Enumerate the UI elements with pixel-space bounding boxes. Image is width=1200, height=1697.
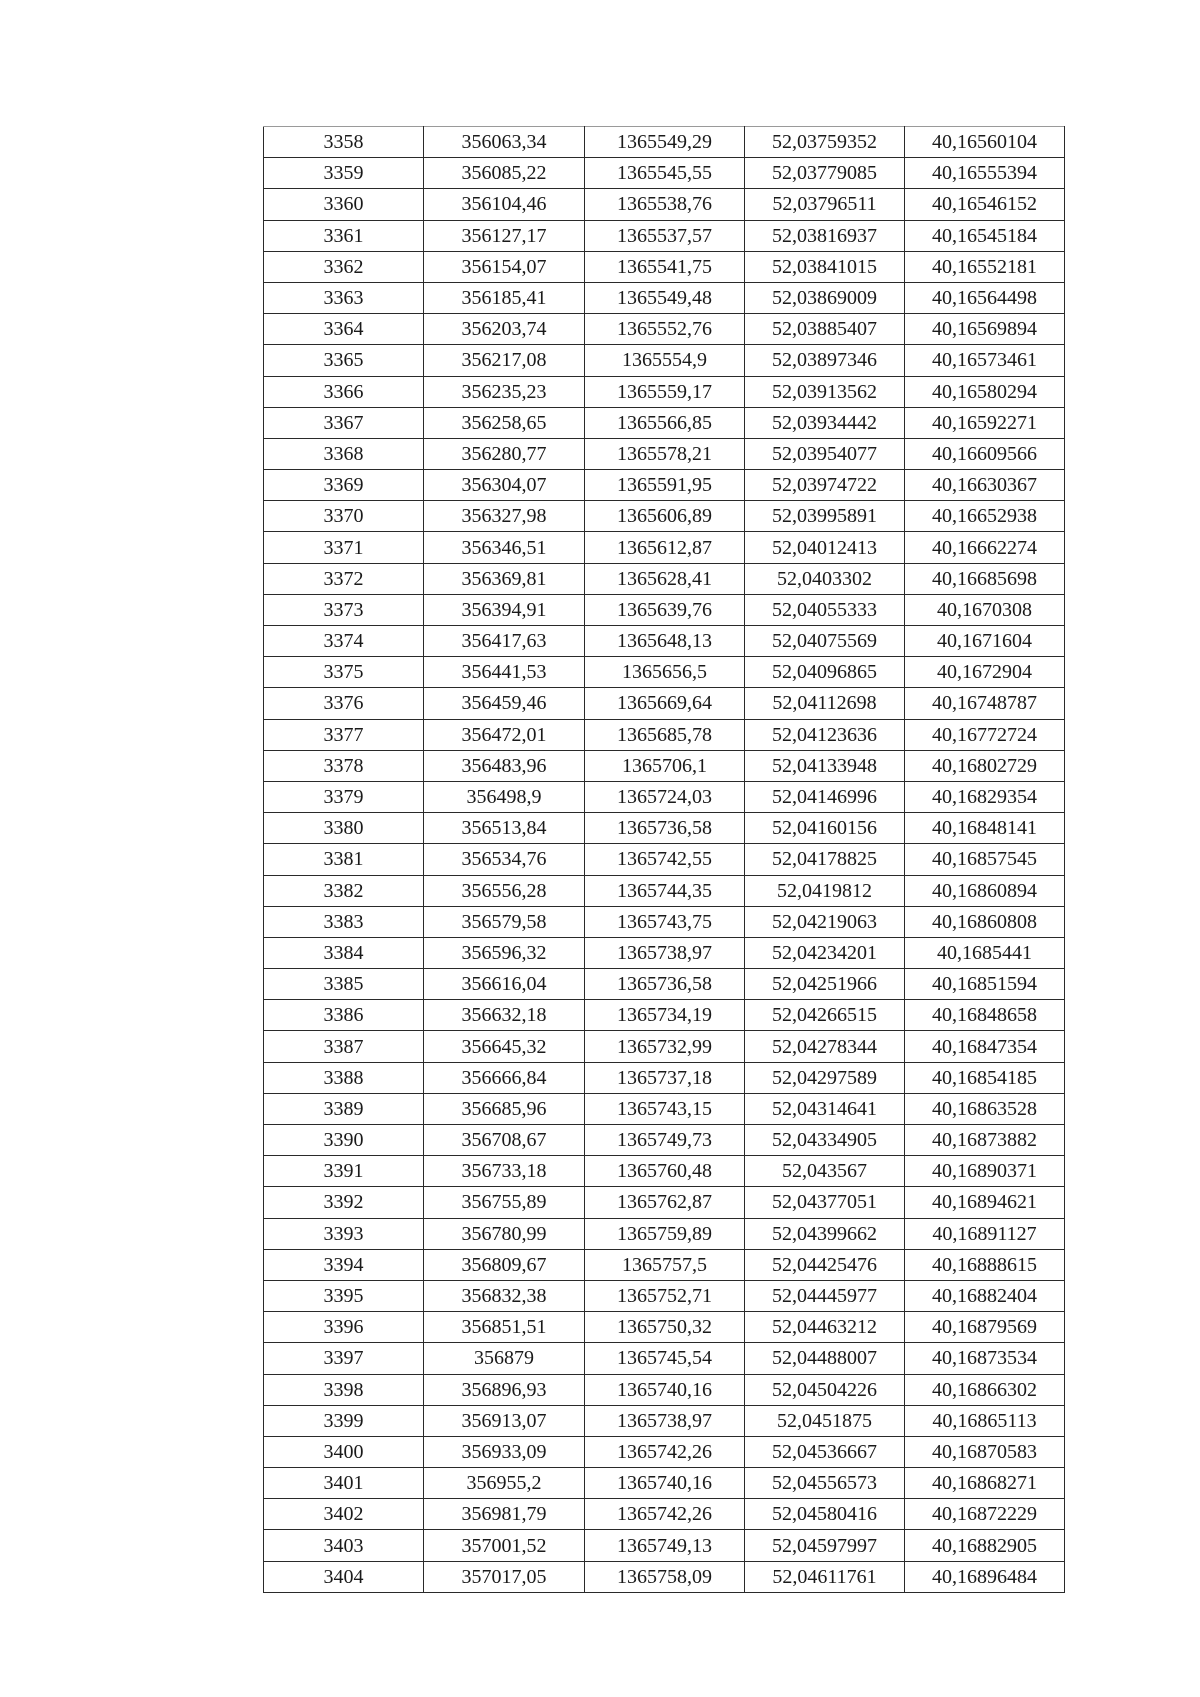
x-coordinate-cell: 356981,79 [424,1499,585,1530]
longitude-cell: 40,16879569 [905,1312,1065,1343]
x-coordinate-cell: 356154,07 [424,251,585,282]
x-coordinate-cell: 356394,91 [424,594,585,625]
x-coordinate-cell: 356280,77 [424,438,585,469]
latitude-cell: 52,03841015 [745,251,905,282]
longitude-cell: 40,16873882 [905,1125,1065,1156]
y-coordinate-cell: 1365762,87 [585,1187,745,1218]
latitude-cell: 52,03995891 [745,501,905,532]
table-row [264,189,1065,220]
y-coordinate-cell: 1365537,57 [585,220,745,251]
point-number-cell: 3384 [264,937,424,968]
y-coordinate-cell: 1365566,85 [585,407,745,438]
point-number-cell: 3386 [264,1000,424,1031]
latitude-cell: 52,04055333 [745,594,905,625]
table-row [264,376,1065,407]
latitude-cell: 52,03796511 [745,189,905,220]
longitude-cell: 40,16848141 [905,813,1065,844]
x-coordinate-cell: 356645,32 [424,1031,585,1062]
x-coordinate-cell: 356851,51 [424,1312,585,1343]
latitude-cell: 52,0403302 [745,563,905,594]
latitude-cell: 52,04297589 [745,1062,905,1093]
longitude-cell: 40,16569894 [905,314,1065,345]
latitude-cell: 52,043567 [745,1156,905,1187]
point-number-cell: 3399 [264,1405,424,1436]
y-coordinate-cell: 1365736,58 [585,969,745,1000]
point-number-cell: 3364 [264,314,424,345]
latitude-cell: 52,0451875 [745,1405,905,1436]
table-row [264,1187,1065,1218]
table-row [264,1000,1065,1031]
y-coordinate-cell: 1365737,18 [585,1062,745,1093]
table-row [264,657,1065,688]
x-coordinate-cell: 356304,07 [424,470,585,501]
point-number-cell: 3392 [264,1187,424,1218]
latitude-cell: 52,03885407 [745,314,905,345]
longitude-cell: 40,16772724 [905,719,1065,750]
latitude-cell: 52,04278344 [745,1031,905,1062]
y-coordinate-cell: 1365648,13 [585,626,745,657]
latitude-cell: 52,03954077 [745,438,905,469]
longitude-cell: 40,16857545 [905,844,1065,875]
point-number-cell: 3404 [264,1561,424,1592]
latitude-cell: 52,03759352 [745,127,905,158]
y-coordinate-cell: 1365541,75 [585,251,745,282]
latitude-cell: 52,04536667 [745,1436,905,1467]
y-coordinate-cell: 1365743,75 [585,906,745,937]
table-row [264,1218,1065,1249]
table-row [264,1343,1065,1374]
x-coordinate-cell: 356955,2 [424,1468,585,1499]
table-row [264,1062,1065,1093]
y-coordinate-cell: 1365669,64 [585,688,745,719]
x-coordinate-cell: 356809,67 [424,1249,585,1280]
table-row [264,345,1065,376]
latitude-cell: 52,04219063 [745,906,905,937]
x-coordinate-cell: 356235,23 [424,376,585,407]
table-row [264,1249,1065,1280]
longitude-cell: 40,16854185 [905,1062,1065,1093]
longitude-cell: 40,16580294 [905,376,1065,407]
table-row [264,1405,1065,1436]
latitude-cell: 52,03779085 [745,158,905,189]
table-row [264,158,1065,189]
longitude-cell: 40,16847354 [905,1031,1065,1062]
table-row [264,563,1065,594]
y-coordinate-cell: 1365612,87 [585,532,745,563]
longitude-cell: 40,16891127 [905,1218,1065,1249]
latitude-cell: 52,04377051 [745,1187,905,1218]
point-number-cell: 3362 [264,251,424,282]
y-coordinate-cell: 1365591,95 [585,470,745,501]
y-coordinate-cell: 1365724,03 [585,781,745,812]
point-number-cell: 3359 [264,158,424,189]
x-coordinate-cell: 356596,32 [424,937,585,968]
x-coordinate-cell: 356616,04 [424,969,585,1000]
y-coordinate-cell: 1365734,19 [585,1000,745,1031]
latitude-cell: 52,04251966 [745,969,905,1000]
table-row [264,282,1065,313]
latitude-cell: 52,04611761 [745,1561,905,1592]
y-coordinate-cell: 1365738,97 [585,1405,745,1436]
point-number-cell: 3372 [264,563,424,594]
latitude-cell: 52,03869009 [745,282,905,313]
longitude-cell: 40,1685441 [905,937,1065,968]
longitude-cell: 40,16652938 [905,501,1065,532]
x-coordinate-cell: 356104,46 [424,189,585,220]
longitude-cell: 40,16546152 [905,189,1065,220]
y-coordinate-cell: 1365554,9 [585,345,745,376]
point-number-cell: 3401 [264,1468,424,1499]
table-row [264,1031,1065,1062]
x-coordinate-cell: 356513,84 [424,813,585,844]
x-coordinate-cell: 356879 [424,1343,585,1374]
y-coordinate-cell: 1365559,17 [585,376,745,407]
table-row [264,1561,1065,1592]
x-coordinate-cell: 356063,34 [424,127,585,158]
x-coordinate-cell: 356369,81 [424,563,585,594]
latitude-cell: 52,04178825 [745,844,905,875]
latitude-cell: 52,04112698 [745,688,905,719]
x-coordinate-cell: 356733,18 [424,1156,585,1187]
x-coordinate-cell: 356327,98 [424,501,585,532]
x-coordinate-cell: 356203,74 [424,314,585,345]
x-coordinate-cell: 357001,52 [424,1530,585,1561]
y-coordinate-cell: 1365606,89 [585,501,745,532]
y-coordinate-cell: 1365628,41 [585,563,745,594]
latitude-cell: 52,03816937 [745,220,905,251]
longitude-cell: 40,1671604 [905,626,1065,657]
table-row [264,875,1065,906]
latitude-cell: 52,03934442 [745,407,905,438]
x-coordinate-cell: 356913,07 [424,1405,585,1436]
coordinates-table-body [264,127,1065,1593]
point-number-cell: 3380 [264,813,424,844]
x-coordinate-cell: 356498,9 [424,781,585,812]
x-coordinate-cell: 356832,38 [424,1280,585,1311]
longitude-cell: 40,16564498 [905,282,1065,313]
x-coordinate-cell: 356534,76 [424,844,585,875]
y-coordinate-cell: 1365656,5 [585,657,745,688]
x-coordinate-cell: 356632,18 [424,1000,585,1031]
longitude-cell: 40,16896484 [905,1561,1065,1592]
point-number-cell: 3398 [264,1374,424,1405]
x-coordinate-cell: 356755,89 [424,1187,585,1218]
point-number-cell: 3379 [264,781,424,812]
table-row [264,813,1065,844]
x-coordinate-cell: 356556,28 [424,875,585,906]
point-number-cell: 3391 [264,1156,424,1187]
table-row [264,1312,1065,1343]
y-coordinate-cell: 1365743,15 [585,1093,745,1124]
latitude-cell: 52,04123636 [745,719,905,750]
y-coordinate-cell: 1365760,48 [585,1156,745,1187]
latitude-cell: 52,04314641 [745,1093,905,1124]
latitude-cell: 52,04334905 [745,1125,905,1156]
longitude-cell: 40,16802729 [905,750,1065,781]
latitude-cell: 52,04133948 [745,750,905,781]
longitude-cell: 40,16888615 [905,1249,1065,1280]
latitude-cell: 52,04504226 [745,1374,905,1405]
longitude-cell: 40,16592271 [905,407,1065,438]
x-coordinate-cell: 356685,96 [424,1093,585,1124]
table-row [264,844,1065,875]
point-number-cell: 3375 [264,657,424,688]
table-row [264,1436,1065,1467]
x-coordinate-cell: 357017,05 [424,1561,585,1592]
point-number-cell: 3397 [264,1343,424,1374]
latitude-cell: 52,04556573 [745,1468,905,1499]
table-row [264,906,1065,937]
point-number-cell: 3365 [264,345,424,376]
latitude-cell: 52,04445977 [745,1280,905,1311]
table-row [264,407,1065,438]
y-coordinate-cell: 1365740,16 [585,1468,745,1499]
y-coordinate-cell: 1365745,54 [585,1343,745,1374]
longitude-cell: 40,1670308 [905,594,1065,625]
point-number-cell: 3377 [264,719,424,750]
longitude-cell: 40,16894621 [905,1187,1065,1218]
point-number-cell: 3395 [264,1280,424,1311]
x-coordinate-cell: 356896,93 [424,1374,585,1405]
table-row [264,1499,1065,1530]
table-row [264,1280,1065,1311]
longitude-cell: 40,16866302 [905,1374,1065,1405]
x-coordinate-cell: 356217,08 [424,345,585,376]
longitude-cell: 40,1672904 [905,657,1065,688]
point-number-cell: 3376 [264,688,424,719]
x-coordinate-cell: 356780,99 [424,1218,585,1249]
x-coordinate-cell: 356085,22 [424,158,585,189]
longitude-cell: 40,16573461 [905,345,1065,376]
y-coordinate-cell: 1365639,76 [585,594,745,625]
coordinates-table [263,126,1065,1593]
table-row [264,750,1065,781]
latitude-cell: 52,04266515 [745,1000,905,1031]
point-number-cell: 3389 [264,1093,424,1124]
point-number-cell: 3358 [264,127,424,158]
point-number-cell: 3381 [264,844,424,875]
longitude-cell: 40,16860894 [905,875,1065,906]
y-coordinate-cell: 1365744,35 [585,875,745,906]
x-coordinate-cell: 356459,46 [424,688,585,719]
x-coordinate-cell: 356483,96 [424,750,585,781]
table-row [264,532,1065,563]
point-number-cell: 3374 [264,626,424,657]
point-number-cell: 3394 [264,1249,424,1280]
table-row [264,1374,1065,1405]
point-number-cell: 3360 [264,189,424,220]
x-coordinate-cell: 356666,84 [424,1062,585,1093]
latitude-cell: 52,03913562 [745,376,905,407]
longitude-cell: 40,16873534 [905,1343,1065,1374]
point-number-cell: 3366 [264,376,424,407]
y-coordinate-cell: 1365545,55 [585,158,745,189]
latitude-cell: 52,04399662 [745,1218,905,1249]
table-row [264,594,1065,625]
y-coordinate-cell: 1365736,58 [585,813,745,844]
x-coordinate-cell: 356472,01 [424,719,585,750]
point-number-cell: 3367 [264,407,424,438]
y-coordinate-cell: 1365757,5 [585,1249,745,1280]
point-number-cell: 3370 [264,501,424,532]
y-coordinate-cell: 1365759,89 [585,1218,745,1249]
table-row [264,626,1065,657]
x-coordinate-cell: 356346,51 [424,532,585,563]
point-number-cell: 3368 [264,438,424,469]
latitude-cell: 52,04488007 [745,1343,905,1374]
x-coordinate-cell: 356441,53 [424,657,585,688]
point-number-cell: 3373 [264,594,424,625]
point-number-cell: 3378 [264,750,424,781]
y-coordinate-cell: 1365549,48 [585,282,745,313]
latitude-cell: 52,04580416 [745,1499,905,1530]
y-coordinate-cell: 1365749,13 [585,1530,745,1561]
longitude-cell: 40,16560104 [905,127,1065,158]
longitude-cell: 40,16890371 [905,1156,1065,1187]
longitude-cell: 40,16609566 [905,438,1065,469]
longitude-cell: 40,16882905 [905,1530,1065,1561]
table-row [264,251,1065,282]
x-coordinate-cell: 356933,09 [424,1436,585,1467]
longitude-cell: 40,16662274 [905,532,1065,563]
y-coordinate-cell: 1365578,21 [585,438,745,469]
table-row [264,470,1065,501]
table-row [264,719,1065,750]
latitude-cell: 52,03897346 [745,345,905,376]
table-row [264,937,1065,968]
table-row [264,1156,1065,1187]
y-coordinate-cell: 1365685,78 [585,719,745,750]
longitude-cell: 40,16829354 [905,781,1065,812]
latitude-cell: 52,04146996 [745,781,905,812]
longitude-cell: 40,16555394 [905,158,1065,189]
x-coordinate-cell: 356579,58 [424,906,585,937]
longitude-cell: 40,16872229 [905,1499,1065,1530]
latitude-cell: 52,04463212 [745,1312,905,1343]
latitude-cell: 52,04597997 [745,1530,905,1561]
latitude-cell: 52,0419812 [745,875,905,906]
table-row [264,1125,1065,1156]
point-number-cell: 3369 [264,470,424,501]
longitude-cell: 40,16848658 [905,1000,1065,1031]
table-row [264,1530,1065,1561]
longitude-cell: 40,16552181 [905,251,1065,282]
y-coordinate-cell: 1365732,99 [585,1031,745,1062]
table-row [264,969,1065,1000]
latitude-cell: 52,04096865 [745,657,905,688]
longitude-cell: 40,16545184 [905,220,1065,251]
point-number-cell: 3383 [264,906,424,937]
point-number-cell: 3371 [264,532,424,563]
latitude-cell: 52,04160156 [745,813,905,844]
longitude-cell: 40,16685698 [905,563,1065,594]
point-number-cell: 3393 [264,1218,424,1249]
longitude-cell: 40,16865113 [905,1405,1065,1436]
y-coordinate-cell: 1365538,76 [585,189,745,220]
table-row [264,1093,1065,1124]
x-coordinate-cell: 356185,41 [424,282,585,313]
table-row [264,1468,1065,1499]
x-coordinate-cell: 356417,63 [424,626,585,657]
point-number-cell: 3403 [264,1530,424,1561]
latitude-cell: 52,04075569 [745,626,905,657]
longitude-cell: 40,16630367 [905,470,1065,501]
y-coordinate-cell: 1365706,1 [585,750,745,781]
table-row [264,314,1065,345]
point-number-cell: 3402 [264,1499,424,1530]
point-number-cell: 3390 [264,1125,424,1156]
longitude-cell: 40,16870583 [905,1436,1065,1467]
y-coordinate-cell: 1365752,71 [585,1280,745,1311]
point-number-cell: 3382 [264,875,424,906]
table-row [264,688,1065,719]
y-coordinate-cell: 1365758,09 [585,1561,745,1592]
y-coordinate-cell: 1365742,26 [585,1499,745,1530]
point-number-cell: 3385 [264,969,424,1000]
y-coordinate-cell: 1365742,26 [585,1436,745,1467]
longitude-cell: 40,16863528 [905,1093,1065,1124]
y-coordinate-cell: 1365549,29 [585,127,745,158]
longitude-cell: 40,16860808 [905,906,1065,937]
y-coordinate-cell: 1365740,16 [585,1374,745,1405]
y-coordinate-cell: 1365738,97 [585,937,745,968]
table-row [264,438,1065,469]
point-number-cell: 3388 [264,1062,424,1093]
longitude-cell: 40,16748787 [905,688,1065,719]
table-row [264,501,1065,532]
table-row [264,220,1065,251]
point-number-cell: 3400 [264,1436,424,1467]
point-number-cell: 3387 [264,1031,424,1062]
y-coordinate-cell: 1365750,32 [585,1312,745,1343]
x-coordinate-cell: 356258,65 [424,407,585,438]
latitude-cell: 52,04012413 [745,532,905,563]
latitude-cell: 52,03974722 [745,470,905,501]
x-coordinate-cell: 356127,17 [424,220,585,251]
y-coordinate-cell: 1365749,73 [585,1125,745,1156]
x-coordinate-cell: 356708,67 [424,1125,585,1156]
longitude-cell: 40,16851594 [905,969,1065,1000]
longitude-cell: 40,16882404 [905,1280,1065,1311]
y-coordinate-cell: 1365742,55 [585,844,745,875]
latitude-cell: 52,04425476 [745,1249,905,1280]
table-row [264,781,1065,812]
longitude-cell: 40,16868271 [905,1468,1065,1499]
point-number-cell: 3363 [264,282,424,313]
point-number-cell: 3396 [264,1312,424,1343]
latitude-cell: 52,04234201 [745,937,905,968]
y-coordinate-cell: 1365552,76 [585,314,745,345]
table-row [264,127,1065,158]
point-number-cell: 3361 [264,220,424,251]
